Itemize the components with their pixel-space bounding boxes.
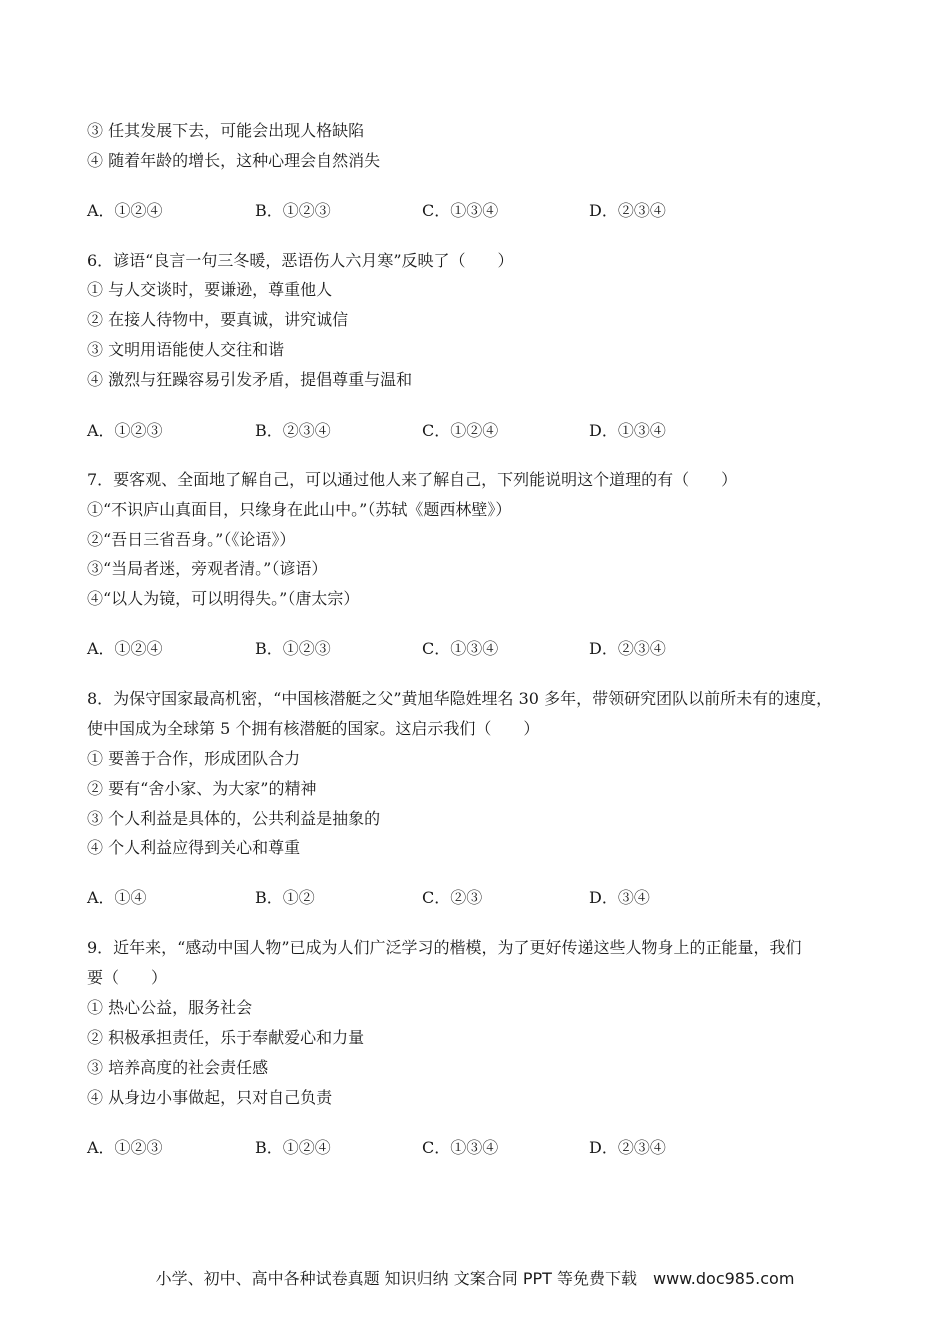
q6-stem: 6．谚语“良言一句三冬暖，恶语伤人六月寒”反映了（ ） <box>87 251 514 270</box>
q6-options <box>87 421 867 441</box>
q9-stem-line1: 9．近年来，“感动中国人物”已成为人们广泛学习的楷模，为了更好传递这些人物身上的正能量，我们 <box>87 938 802 957</box>
q6-option-b: B．②③④ <box>255 421 331 440</box>
q5-item-3: ③ 任其发展下去，可能会出现人格缺陷 <box>87 121 365 140</box>
q7-option-d: D．②③④ <box>589 639 666 658</box>
q8-option-b: B．①② <box>255 888 315 907</box>
q6-option-a: A．①②③ <box>87 421 163 440</box>
q5-option-d: D．②③④ <box>589 201 666 220</box>
q6-option-d: D．①③④ <box>589 421 666 440</box>
q6-option-c: C．①②④ <box>422 421 499 440</box>
q7-item-2: ②“吾日三省吾身。”（《论语》） <box>87 530 296 549</box>
q7-item-4: ④“以人为镜，可以明得失。”（唐太宗） <box>87 589 360 608</box>
q5-options <box>87 201 867 221</box>
page-footer: 小学、初中、高中各种试卷真题 知识归纳 文案合同 PPT 等免费下载 www.doc985.com <box>155 1269 795 1288</box>
q9-option-c: C．①③④ <box>422 1138 499 1157</box>
q9-item-2: ② 积极承担责任，乐于奉献爱心和力量 <box>87 1028 365 1047</box>
q9-item-4: ④ 从身边小事做起，只对自己负责 <box>87 1088 333 1107</box>
q8-options <box>87 888 867 908</box>
q9-option-b: B．①②④ <box>255 1138 331 1157</box>
q8-item-2: ② 要有“舍小家、为大家”的精神 <box>87 779 317 798</box>
q7-stem: 7．要客观、全面地了解自己，可以通过他人来了解自己，下列能说明这个道理的有（ ） <box>87 470 738 489</box>
q5-item-4: ④ 随着年龄的增长，这种心理会自然消失 <box>87 151 381 170</box>
q6-item-1: ① 与人交谈时，要谦逊，尊重他人 <box>87 280 333 299</box>
q8-option-d: D．③④ <box>589 888 650 907</box>
q8-option-c: C．②③ <box>422 888 483 907</box>
q7-item-3: ③“当局者迷，旁观者清。”（谚语） <box>87 559 328 578</box>
q9-stem-line2: 要（ ） <box>87 968 168 987</box>
q8-item-4: ④ 个人利益应得到关心和尊重 <box>87 838 301 857</box>
q8-stem-line1: 8．为保守国家最高机密，“中国核潜艇之父”黄旭华隐姓埋名 30 多年，带领研究团队以前所未有的速度， <box>87 689 833 708</box>
q6-item-2: ② 在接人待物中，要真诚，讲究诚信 <box>87 310 349 329</box>
q9-item-1: ① 热心公益，服务社会 <box>87 998 253 1017</box>
q7-option-c: C．①③④ <box>422 639 499 658</box>
q8-item-1: ① 要善于合作，形成团队合力 <box>87 749 301 768</box>
q6-item-3: ③ 文明用语能使人交往和谐 <box>87 340 285 359</box>
q7-item-1: ①“不识庐山真面目，只缘身在此山中。”（苏轼《题西林壁》） <box>87 500 512 519</box>
q8-item-3: ③ 个人利益是具体的，公共利益是抽象的 <box>87 809 381 828</box>
q7-option-a: A．①②④ <box>87 639 163 658</box>
q5-option-a: A．①②④ <box>87 201 163 220</box>
q8-option-a: A．①④ <box>87 888 147 907</box>
q9-item-3: ③ 培养高度的社会责任感 <box>87 1058 269 1077</box>
q9-options <box>87 1138 867 1158</box>
q8-stem-line2: 使中国成为全球第 5 个拥有核潜艇的国家。这启示我们（ ） <box>87 719 540 738</box>
q7-option-b: B．①②③ <box>255 639 331 658</box>
q7-options <box>87 639 867 659</box>
q6-item-4: ④ 激烈与狂躁容易引发矛盾，提倡尊重与温和 <box>87 370 413 389</box>
q9-option-a: A．①②③ <box>87 1138 163 1157</box>
q5-option-c: C．①③④ <box>422 201 499 220</box>
q5-option-b: B．①②③ <box>255 201 331 220</box>
q9-option-d: D．②③④ <box>589 1138 666 1157</box>
